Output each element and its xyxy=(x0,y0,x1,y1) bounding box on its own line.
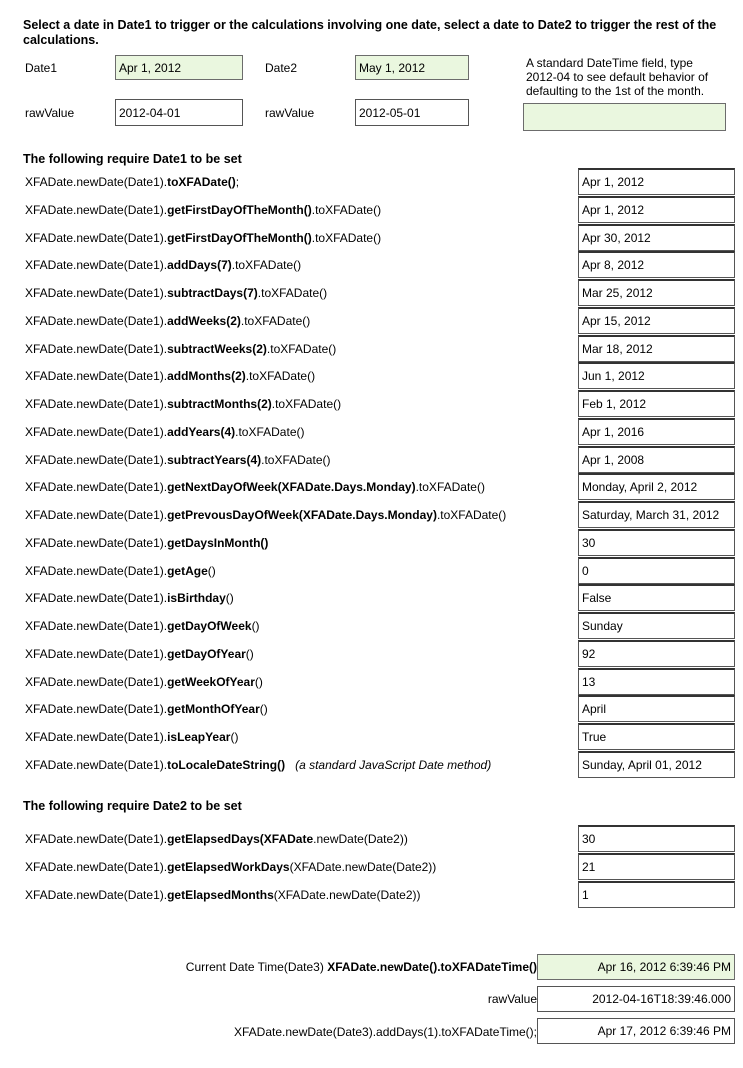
calc-prefix: XFADate.newDate(Date1). xyxy=(25,730,168,744)
datetime-raw-field[interactable]: 2012-04-16T18:39:46.000 xyxy=(537,986,735,1012)
date2-label: Date2 xyxy=(265,61,298,75)
calc-suffix: .toXFADate() xyxy=(235,424,305,439)
calc-method: addWeeks(2) xyxy=(167,313,241,328)
calc-method: subtractYears(4) xyxy=(167,452,262,467)
calc-method: getDayOfYear xyxy=(167,646,246,661)
calc-method: subtractWeeks(2) xyxy=(167,341,267,356)
calc-method: toXFADate() xyxy=(167,175,236,189)
calc-label xyxy=(25,397,341,411)
calc-prefix: XFADate.newDate(Date1). xyxy=(25,452,168,467)
calc-result-field[interactable]: 92 xyxy=(578,640,735,667)
calc-method: getDayOfWeek xyxy=(167,619,252,633)
calc-result-field[interactable]: 1 xyxy=(578,881,735,908)
calc-result-field[interactable]: Apr 1, 2012 xyxy=(578,196,735,223)
calc-method-arg: XFADate xyxy=(263,832,314,846)
calc-suffix: () xyxy=(207,563,216,578)
calc-method: addMonths(2) xyxy=(167,369,246,384)
calc-label xyxy=(25,832,408,846)
calc-method: getFirstDayOfTheMonth() xyxy=(167,202,312,217)
calc-result-field[interactable]: Monday, April 2, 2012 xyxy=(578,473,735,500)
calc-result-field[interactable]: Jun 1, 2012 xyxy=(578,362,735,389)
calc-result-field[interactable]: Apr 1, 2008 xyxy=(578,446,735,473)
calc-suffix: () xyxy=(245,646,254,661)
calc-prefix: XFADate.newDate(Date1). xyxy=(25,535,168,550)
calc-prefix: XFADate.newDate(Date1). xyxy=(25,397,168,411)
calc-method: getWeekOfYear xyxy=(167,674,255,689)
calc-label xyxy=(25,564,216,578)
calc-suffix: .toXFADate() xyxy=(436,508,507,522)
calc-result-field[interactable]: Apr 15, 2012 xyxy=(578,307,735,334)
calc-prefix: XFADate.newDate(Date1). xyxy=(25,508,168,522)
calc-prefix: XFADate.newDate(Date1). xyxy=(25,563,168,578)
calc-result-field[interactable]: Sunday xyxy=(578,612,735,639)
calc-suffix: (XFADate.newDate(Date2)) xyxy=(273,887,421,902)
calc-result-field[interactable]: 0 xyxy=(578,557,735,584)
calc-result-field[interactable]: April xyxy=(578,695,735,722)
calc-method: toLocaleDateString() xyxy=(167,757,286,772)
section2-title: The following require Date2 to be set xyxy=(23,799,242,813)
calc-prefix: XFADate.newDate(Date1). xyxy=(25,832,168,846)
calc-suffix: .toXFADate() xyxy=(261,452,331,467)
calc-result-field[interactable]: True xyxy=(578,723,735,750)
calc-result-field[interactable]: Feb 1, 2012 xyxy=(578,390,735,417)
calc-method: getAge xyxy=(167,563,208,578)
date1-label: Date1 xyxy=(25,61,58,75)
calc-label xyxy=(25,175,239,189)
calc-label xyxy=(25,203,381,217)
calc-prefix: XFADate.newDate(Date1). xyxy=(25,591,168,606)
calc-method: getElapsedWorkDays xyxy=(167,859,290,874)
calc-label xyxy=(25,730,238,744)
calc-result-field[interactable]: 30 xyxy=(578,825,735,852)
calc-prefix: XFADate.newDate(Date1). xyxy=(25,369,168,384)
calc-prefix: XFADate.newDate(Date1). xyxy=(25,313,168,328)
calc-label xyxy=(25,536,268,550)
calc-prefix: XFADate.newDate(Date1). xyxy=(25,859,168,874)
calc-suffix: () xyxy=(259,702,268,717)
current-datetime-prefix: Current Date Time(Date3) xyxy=(185,960,328,974)
calc-label xyxy=(25,231,381,245)
calc-suffix: .toXFADate() xyxy=(311,202,382,217)
calc-label xyxy=(25,619,260,633)
calc-suffix: .toXFADate() xyxy=(240,313,311,328)
calc-label xyxy=(25,286,327,300)
calc-result-field[interactable]: Mar 18, 2012 xyxy=(578,335,735,362)
calc-suffix: .toXFADate() xyxy=(231,258,302,273)
calc-label xyxy=(25,453,330,467)
calc-prefix: XFADate.newDate(Date1). xyxy=(25,424,168,439)
calc-method: getElapsedDays( xyxy=(167,832,264,846)
calc-result-field[interactable]: Apr 30, 2012 xyxy=(578,224,735,251)
calc-result-field[interactable]: 13 xyxy=(578,668,735,695)
calc-prefix: XFADate.newDate(Date1). xyxy=(25,702,168,717)
calc-suffix: (XFADate.newDate(Date2)) xyxy=(289,859,437,874)
current-datetime-method: XFADate.newDate().toXFADateTime() xyxy=(327,960,537,974)
calc-label xyxy=(25,425,304,439)
calc-prefix: XFADate.newDate(Date1). xyxy=(25,258,168,273)
calc-prefix: XFADate.newDate(Date1). xyxy=(25,175,168,189)
calc-result-field[interactable]: 30 xyxy=(578,529,735,556)
calc-suffix: .toXFADate() xyxy=(311,230,382,245)
calc-result-field[interactable]: Mar 25, 2012 xyxy=(578,279,735,306)
calc-prefix: XFADate.newDate(Date1). xyxy=(25,286,168,300)
calc-prefix: XFADate.newDate(Date1). xyxy=(25,887,168,902)
calc-suffix: .toXFADate() xyxy=(415,480,485,495)
calc-prefix: XFADate.newDate(Date1). xyxy=(25,757,168,772)
calc-label xyxy=(25,888,421,902)
calc-prefix: XFADate.newDate(Date1). xyxy=(25,674,168,689)
raw1-field[interactable]: 2012-04-01 xyxy=(115,99,243,126)
current-datetime-field[interactable]: Apr 16, 2012 6:39:46 PM xyxy=(537,954,735,980)
calc-suffix: () xyxy=(254,674,263,689)
calc-method: isBirthday xyxy=(167,591,226,606)
calc-method: getMonthOfYear xyxy=(167,702,260,717)
calc-suffix: () xyxy=(225,591,234,606)
calc-note: (a standard JavaScript Date method) xyxy=(295,757,492,772)
calc-suffix: .toXFADate() xyxy=(257,286,328,300)
date1-field[interactable]: Apr 1, 2012 xyxy=(115,55,243,80)
calc-method: addDays(7) xyxy=(167,258,232,273)
calc-label xyxy=(25,369,315,383)
calc-method: subtractMonths(2) xyxy=(167,397,272,411)
calc-label xyxy=(25,314,310,328)
calc-prefix: XFADate.newDate(Date1). xyxy=(25,230,168,245)
calc-method: subtractDays(7) xyxy=(167,286,258,300)
date2-field[interactable]: May 1, 2012 xyxy=(355,55,469,80)
calc-prefix: XFADate.newDate(Date1). xyxy=(25,619,168,633)
calc-label xyxy=(25,342,336,356)
calc-label xyxy=(25,758,491,772)
calc-method: getFirstDayOfTheMonth() xyxy=(167,230,312,245)
calc-method: getDaysInMonth() xyxy=(167,535,269,550)
calc-suffix: .toXFADate() xyxy=(266,341,337,356)
calc-suffix: .toXFADate() xyxy=(245,369,316,384)
calc-result-field[interactable]: False xyxy=(578,584,735,611)
section1-title: The following require Date1 to be set xyxy=(23,152,242,166)
current-datetime-label xyxy=(186,960,537,974)
calc-label xyxy=(25,860,436,874)
calc-label xyxy=(25,258,301,272)
add-day-label: XFADate.newDate(Date3).addDays(1).toXFADateTime(); xyxy=(233,1025,537,1039)
calc-result-field[interactable]: Sunday, April 01, 2012 xyxy=(578,751,735,778)
calc-result-field[interactable]: Apr 8, 2012 xyxy=(578,251,735,278)
calc-suffix: () xyxy=(230,730,239,744)
add-day-field[interactable]: Apr 17, 2012 6:39:46 PM xyxy=(537,1018,735,1044)
calc-result-field[interactable]: Apr 1, 2016 xyxy=(578,418,735,445)
calc-suffix: ; xyxy=(235,175,240,189)
instructions-text: Select a date in Date1 to trigger or the calculations involving one date, select a date to Date2 to trigger the rest of the calculations. xyxy=(23,18,717,47)
calc-method: addYears(4) xyxy=(167,424,236,439)
calc-suffix: .toXFADate() xyxy=(271,397,342,411)
calc-prefix: XFADate.newDate(Date1). xyxy=(25,341,168,356)
calc-result-field[interactable]: 21 xyxy=(578,853,735,880)
calc-suffix: .newDate(Date2)) xyxy=(313,832,408,846)
standard-datetime-field[interactable] xyxy=(523,103,726,131)
calc-method: getNextDayOfWeek(XFADate.Days.Monday) xyxy=(167,480,416,495)
calc-label xyxy=(25,591,234,605)
calc-prefix: XFADate.newDate(Date1). xyxy=(25,646,168,661)
calc-label xyxy=(25,480,485,494)
calc-label xyxy=(25,702,268,716)
calc-method: getPrevousDayOfWeek(XFADate.Days.Monday) xyxy=(167,508,437,522)
calc-prefix: XFADate.newDate(Date1). xyxy=(25,480,168,495)
raw2-field[interactable]: 2012-05-01 xyxy=(355,99,469,126)
calc-method: getElapsedMonths xyxy=(167,887,274,902)
standard-datetime-description: A standard DateTime field, type 2012-04 to see default behavior of defaulting to the 1st of the month. xyxy=(526,56,709,98)
calc-label xyxy=(25,647,254,661)
raw2-label: rawValue xyxy=(265,106,315,120)
calc-method: isLeapYear xyxy=(167,730,231,744)
calc-result-field[interactable]: Apr 1, 2012 xyxy=(578,168,735,195)
calc-result-field[interactable]: Saturday, March 31, 2012 xyxy=(578,501,735,528)
raw1-label: rawValue xyxy=(25,106,75,120)
calc-label xyxy=(25,508,506,522)
calc-prefix: XFADate.newDate(Date1). xyxy=(25,202,168,217)
calc-suffix: () xyxy=(251,619,260,633)
calc-label xyxy=(25,675,263,689)
datetime-raw-label: rawValue xyxy=(487,992,537,1006)
